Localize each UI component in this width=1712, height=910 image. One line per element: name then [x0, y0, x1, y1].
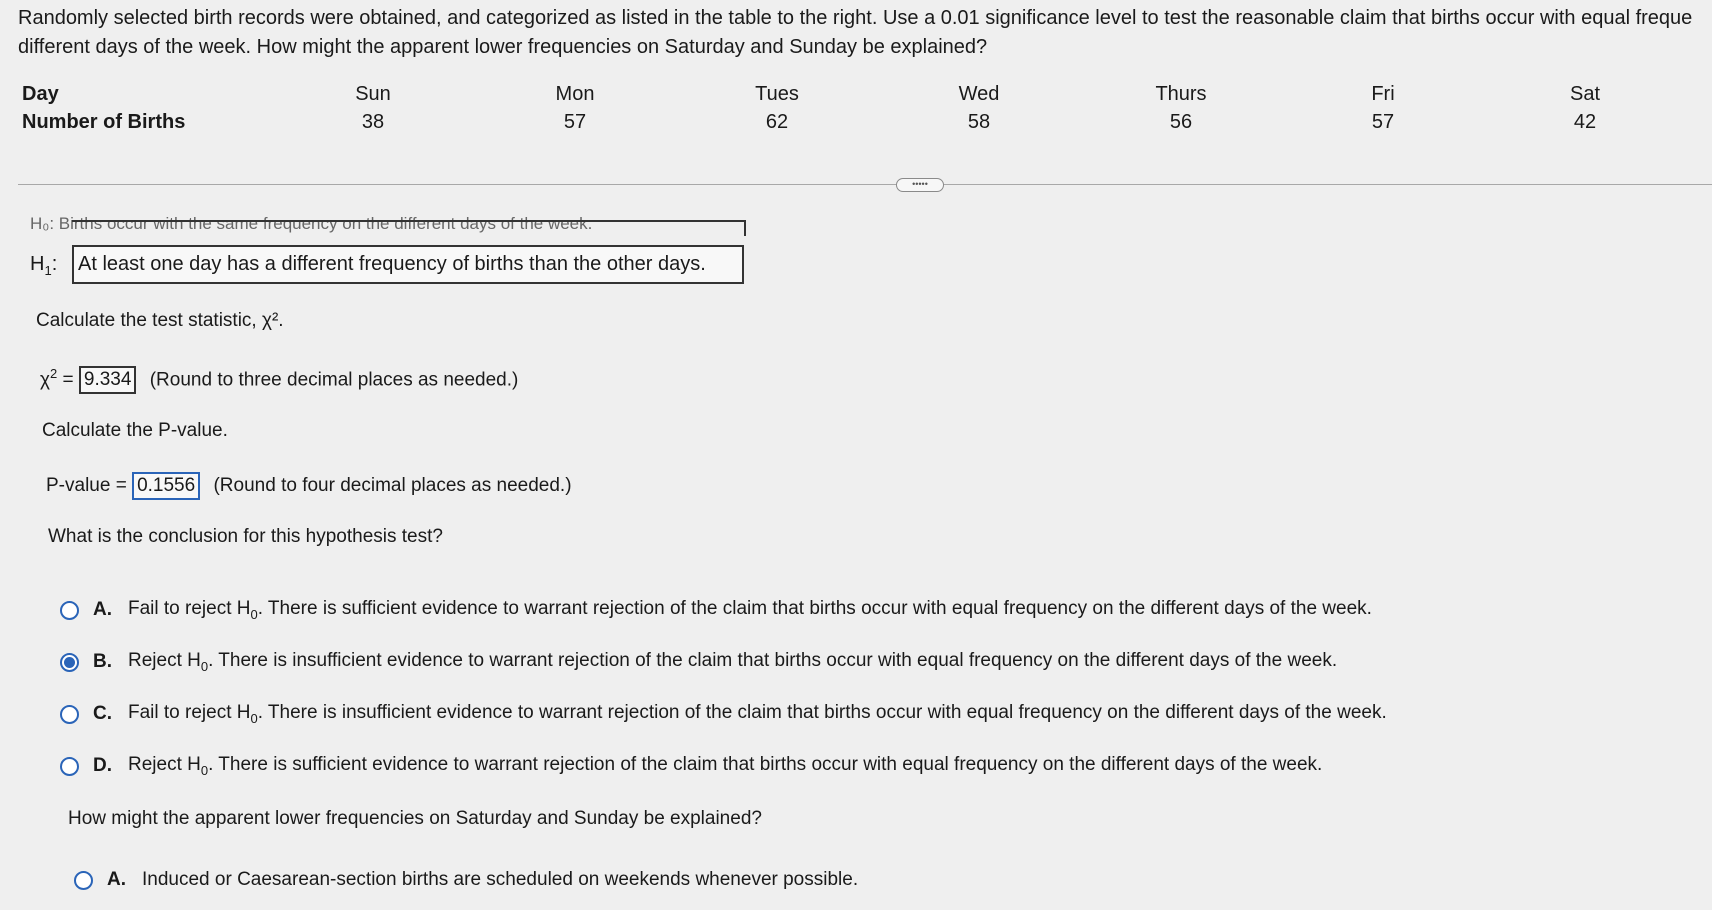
explain-prompt: How might the apparent lower frequencies on Saturday and Sunday be explained?	[68, 808, 762, 829]
births-header: Number of Births	[22, 110, 186, 133]
null-hypothesis-answer-box[interactable]	[72, 220, 746, 236]
radio-a[interactable]	[60, 601, 79, 620]
births-row	[22, 108, 1686, 136]
choice-b[interactable]	[60, 636, 1387, 688]
question-line-2: different days of the week. How might the apparent lower frequencies on Saturday and Sunday be explained?	[18, 36, 988, 58]
conclusion-prompt: What is the conclusion for this hypothesis test?	[48, 526, 443, 547]
test-stat-hint: (Round to three decimal places as needed.)	[149, 369, 519, 391]
choice-sub: 0	[250, 606, 258, 622]
pvalue-row	[46, 472, 572, 500]
births-cell: 56	[1169, 110, 1193, 133]
choice-text: Induced or Caesarean-section births are scheduled on weekends whenever possible.	[142, 869, 859, 890]
choice-letter: B.	[93, 651, 112, 672]
day-header: Day	[22, 82, 59, 105]
births-cell: 38	[361, 110, 385, 133]
choice-post: . There is sufficient evidence to warrant rejection of the claim that births occur with equal frequency on the different days of the week.	[208, 754, 1323, 776]
null-hypothesis-text: H₀: Births occur with the same frequency on the different days of the week.	[30, 214, 593, 233]
choice-a[interactable]	[60, 584, 1387, 636]
question-text	[18, 4, 1712, 62]
section-divider	[18, 184, 1712, 185]
day-cell: Tues	[755, 82, 799, 105]
births-cell: 58	[967, 110, 991, 133]
births-cell: 62	[765, 110, 789, 133]
radio-d[interactable]	[60, 757, 79, 776]
pvalue-label: P-value =	[46, 475, 127, 496]
choice-pre: Fail to reject H	[128, 598, 251, 620]
choice-d[interactable]	[60, 740, 1387, 792]
day-cell: Fri	[1371, 82, 1395, 105]
alt-hypothesis-symbol	[30, 253, 72, 278]
births-cell: 57	[563, 110, 587, 133]
day-cell: Sun	[355, 82, 391, 105]
equals-sign: =	[62, 369, 74, 391]
pvalue-prompt: Calculate the P-value.	[42, 420, 228, 441]
choice-pre: Reject H	[128, 650, 201, 672]
day-cell: Mon	[555, 82, 595, 105]
chi-symbol: χ	[40, 369, 50, 391]
null-hypothesis-partial	[30, 214, 746, 236]
births-cell: 57	[1371, 110, 1395, 133]
choice-letter: C.	[93, 703, 112, 724]
day-cell: Wed	[958, 82, 1000, 105]
choice-c[interactable]	[60, 688, 1387, 740]
births-table	[22, 80, 1686, 136]
choice-pre: Reject H	[128, 754, 201, 776]
pvalue-input[interactable]: 0.1556	[132, 472, 200, 500]
day-row	[22, 80, 1686, 108]
explain-choices	[74, 854, 858, 906]
test-stat-prompt: Calculate the test statistic, χ².	[36, 310, 284, 331]
choice-sub: 0	[200, 762, 209, 778]
day-cell: Sat	[1569, 82, 1601, 105]
choice-letter: A.	[107, 869, 126, 890]
choice-post: . There is sufficient evidence to warrant rejection of the claim that births occur with equal frequency on the different days of the week.	[257, 598, 1372, 620]
choice-post: . There is insufficient evidence to warrant rejection of the claim that births occur with equal frequency on the different days of the week.	[208, 650, 1338, 672]
question-line-1: Randomly selected birth records were obtained, and categorized as listed in the table to the right. Use a 0.01 significance level to test the reasonable claim that births occur with equal freque	[18, 7, 1693, 29]
choice-text	[128, 598, 1372, 622]
test-stat-row	[40, 366, 518, 394]
conclusion-choices	[60, 584, 1387, 792]
explain-choice-a[interactable]	[74, 854, 858, 906]
h-subscript: 1	[44, 263, 52, 278]
h-colon: :	[51, 253, 58, 275]
radio-b[interactable]	[60, 653, 79, 672]
choice-sub: 0	[250, 710, 258, 726]
test-stat-input[interactable]: 9.334	[79, 366, 137, 394]
choice-text	[128, 702, 1387, 726]
choice-post: . There is insufficient evidence to warrant rejection of the claim that births occur with equal frequency on the different days of the week.	[257, 702, 1387, 724]
radio-c[interactable]	[60, 705, 79, 724]
choice-letter: A.	[93, 599, 112, 620]
alt-hypothesis-answer-box[interactable]: At least one day has a different frequency of births than the other days.	[72, 245, 744, 284]
expand-button[interactable]: •••••	[896, 178, 944, 192]
choice-text	[128, 650, 1337, 674]
pvalue-hint: (Round to four decimal places as needed.)	[213, 475, 572, 496]
births-cell: 42	[1573, 110, 1597, 133]
day-cell: Thurs	[1155, 82, 1207, 105]
choice-sub: 0	[200, 658, 209, 674]
choice-letter: D.	[93, 755, 112, 776]
choice-pre: Fail to reject H	[128, 702, 251, 724]
h-letter: H	[30, 253, 45, 275]
choice-text	[128, 754, 1322, 778]
alt-hypothesis	[30, 245, 744, 284]
chi-superscript: 2	[49, 366, 58, 381]
explain-radio-a[interactable]	[74, 871, 93, 890]
